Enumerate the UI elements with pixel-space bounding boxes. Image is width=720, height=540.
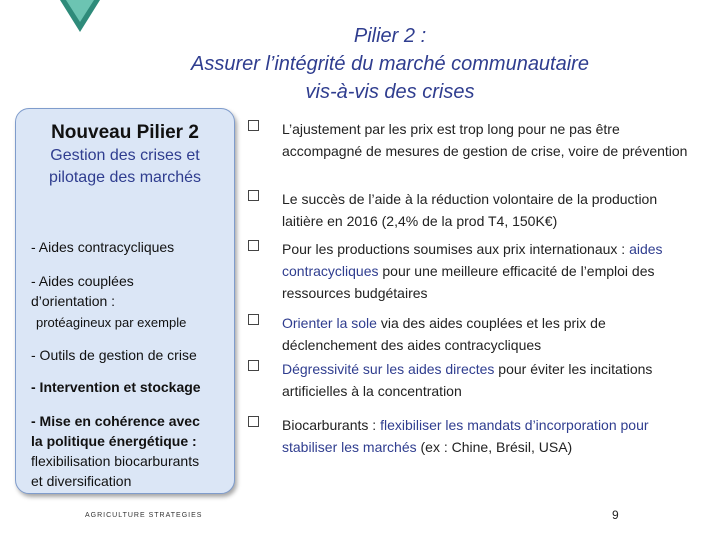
box-subheading-2: pilotage des marchés (48, 169, 202, 186)
title-line-3: vis-à-vis des crises (305, 81, 475, 103)
bullet-text-part: L’ajustement par les prix est trop long pour ne pas être accompagné de mesures de gestion de crise, voire de prévention (282, 121, 688, 159)
box-item: - Mise en cohérence avec (31, 413, 200, 429)
bullet-text (282, 358, 692, 402)
box-item: - Intervention et stockage (31, 379, 201, 395)
title-line-1: Pilier 2 : (353, 25, 427, 47)
logo-inner-icon (66, 0, 94, 22)
checkbox-bullet-icon (248, 416, 259, 427)
bullet-text-part: via des aides couplées et les prix de déclenchement des aides contracycliques (282, 315, 606, 353)
bullet-text (282, 414, 692, 458)
bullet-text (282, 188, 692, 232)
bullet-highlight: Orienter la sole (282, 315, 377, 331)
bullet-highlight: Dégressivité sur les aides directes (282, 361, 495, 377)
box-item: protéagineux par exemple (36, 315, 187, 330)
box-item: d’orientation : (31, 293, 116, 309)
bullet-text-part: pour éviter les incitations artificielles à la concentration (282, 361, 653, 399)
checkbox-bullet-icon (248, 190, 259, 201)
checkbox-bullet-icon (248, 360, 259, 371)
box-item: la politique énergétique : (31, 433, 197, 449)
box-heading: Nouveau Pilier 2 (51, 122, 199, 143)
box-subheading-1: Gestion des crises et (50, 147, 200, 164)
bullet-highlight: aides contracycliques (282, 241, 663, 279)
box-item: - Aides couplées (31, 273, 134, 289)
bullet-text (282, 118, 692, 162)
box-item: - Outils de gestion de crise (31, 347, 197, 363)
checkbox-bullet-icon (248, 240, 259, 251)
box-header (16, 121, 234, 189)
box-item: flexibilisation biocarburants (31, 453, 200, 469)
page-number: 9 (612, 508, 619, 522)
bullet-text-part: Le succès de l’aide à la réduction volontaire de la production laitière en 2016 (2,4% de la prod T4, 150K€) (282, 191, 658, 229)
title-line-2: Assurer l’intégrité du marché communautaire (191, 53, 589, 75)
box-item: et diversification (31, 473, 132, 489)
footer-brand: AGRICULTURE STRATEGIES (85, 512, 203, 519)
bullet-text-part: pour une meilleure efficacité de l’emploi des ressources budgétaires (282, 263, 655, 301)
bullet-text (282, 312, 692, 356)
bullet-text-part: (ex : Chine, Brésil, USA) (416, 439, 573, 455)
slide-title (110, 22, 670, 106)
bullet-text (282, 238, 692, 304)
bullet-highlight: flexibiliser les mandats d’incorporation pour stabiliser les marchés (282, 417, 649, 455)
checkbox-bullet-icon (248, 120, 259, 131)
box-item: - Aides contracycliques (31, 239, 175, 255)
bullet-text-part: Pour les productions soumises aux prix internationaux : (282, 241, 630, 257)
checkbox-bullet-icon (248, 314, 259, 325)
bullet-text-part: Biocarburants : (282, 417, 381, 433)
pillar-summary-box (15, 108, 235, 494)
